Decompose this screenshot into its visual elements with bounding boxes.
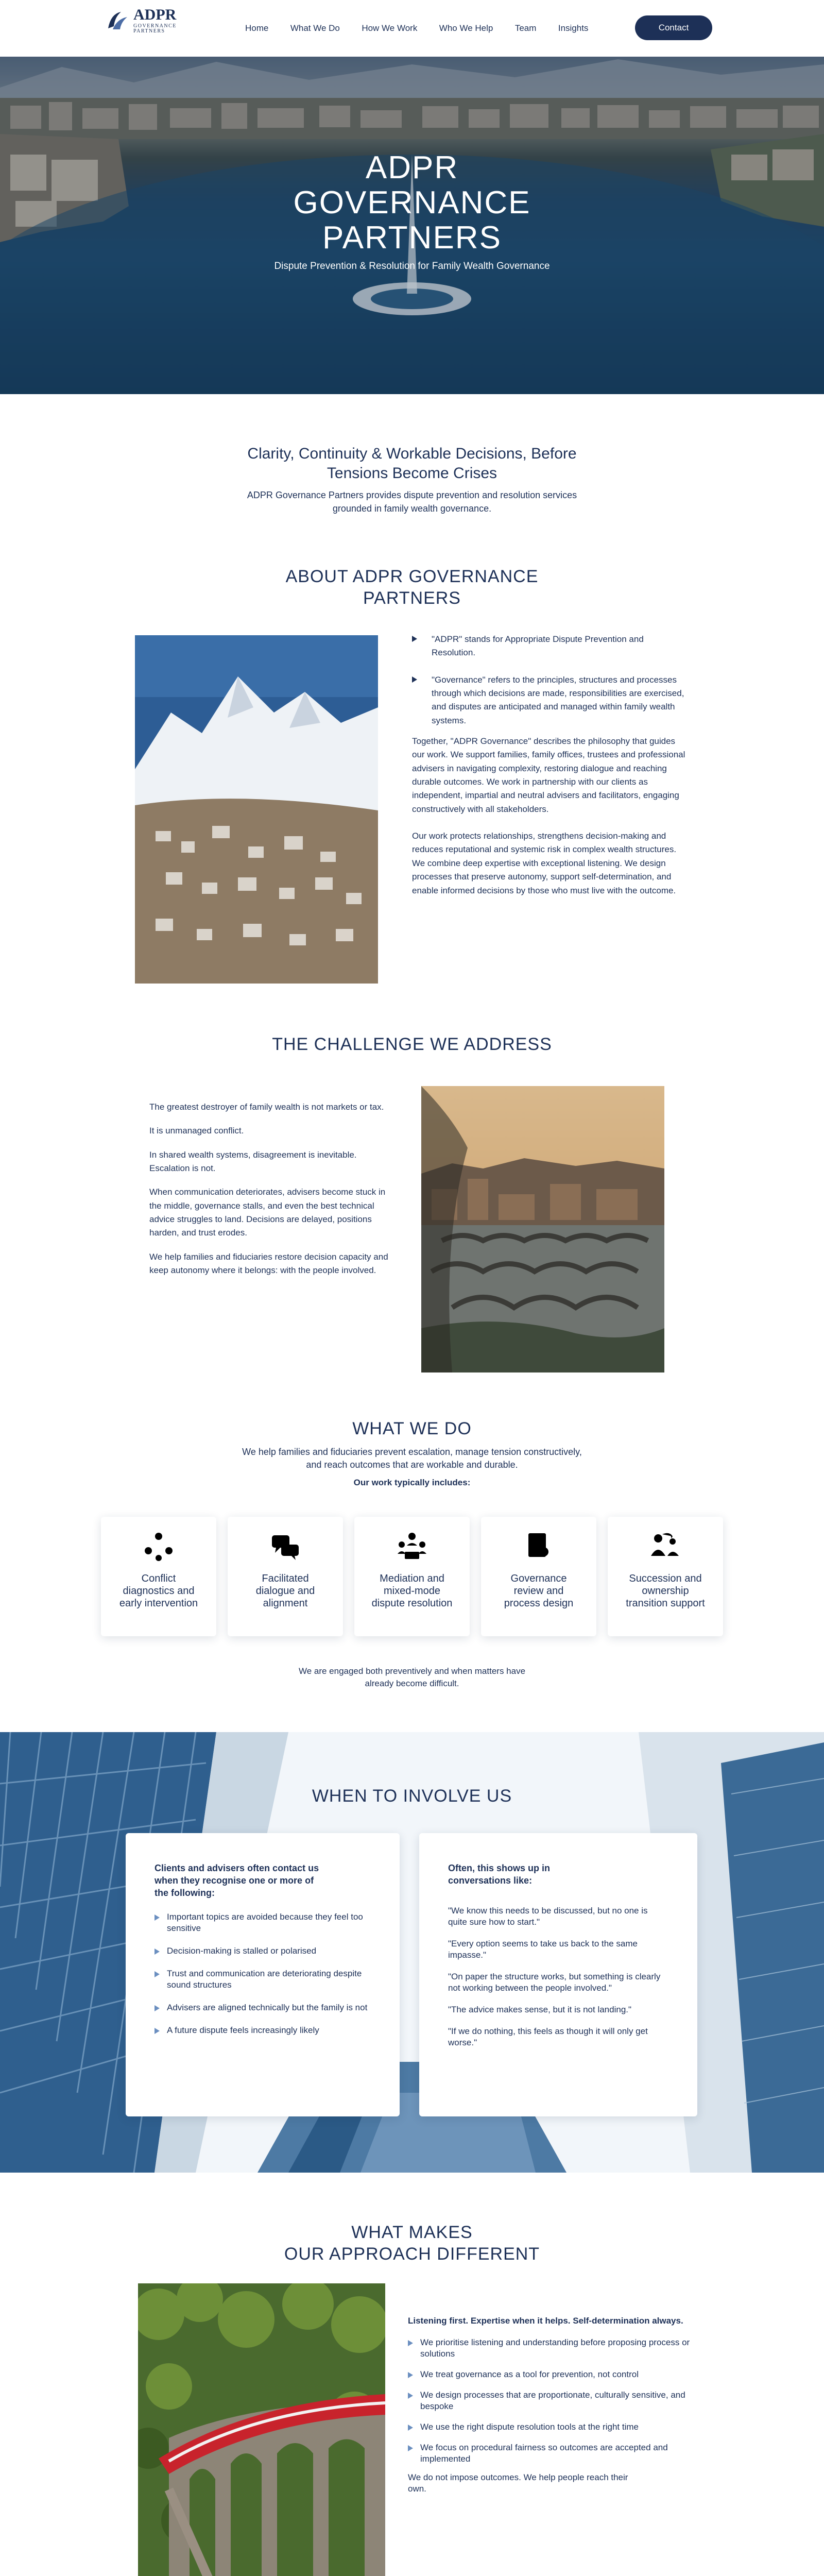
- about-bullet-2-text: "Governance" refers to the principles, structures and processes through which decisions are made, responsibilities are exercised, and disputes are anticipated and managed within family wealth systems.: [432, 674, 684, 725]
- about-paragraph-1: Together, "ADPR Governance" describes the philosophy that guides our work. We support families, family offices, trustees and professional advisers in navigating complexity, restoring dialogue and reaching durable outcomes. We work in partnership with our clients as independent, impartial and neutral advisers and facilitators, engaging constructively with all stakeholders.: [412, 736, 685, 814]
- service-card-succession[interactable]: [608, 1517, 723, 1636]
- service-card-title-line: early intervention: [119, 1598, 198, 1609]
- approach-item: [408, 2421, 696, 2433]
- main-nav: [245, 23, 608, 33]
- when-sign-text: Advisers are aligned technically but the family is not: [167, 2003, 368, 2012]
- triangle-bullet-icon: [412, 676, 417, 683]
- triangle-bullet-icon: [412, 636, 417, 642]
- when-quotes-title: [448, 1862, 675, 1887]
- about-heading: [0, 566, 824, 609]
- when-heading: WHEN TO INVOLVE US: [312, 1786, 512, 1806]
- service-card-title-line: Facilitated: [262, 1573, 309, 1584]
- approach-item: [408, 2389, 696, 2412]
- approach-viaduct-train-image: [138, 2283, 385, 2576]
- triangle-bullet-icon: [154, 1914, 160, 1921]
- when-sign-text: A future dispute feels increasingly likely: [167, 2025, 319, 2035]
- approach-lead: Listening first. Expertise when it helps. Self-determination always.: [408, 2316, 683, 2326]
- what-we-do-outro-line-2: already become difficult.: [365, 1679, 459, 1688]
- challenge-paragraph-4: When communication deteriorates, advisers become stuck in the middle, governance stalls, and even the best technical advice struggles to land. Decisions are delayed, positions harden, and trust erodes.: [149, 1187, 386, 1238]
- service-card-title: [354, 1572, 470, 1609]
- hero-title-line-3: PARTNERS: [322, 220, 502, 256]
- when-signs-card: [126, 1833, 400, 2116]
- approach-heading-line-2: OUR APPROACH DIFFERENT: [284, 2244, 540, 2264]
- triangle-bullet-icon: [154, 1971, 160, 1977]
- when-sign-item: [154, 1911, 371, 1934]
- approach-item-text: We prioritise listening and understanding before proposing process or solutions: [420, 2337, 690, 2359]
- approach-item-text: We treat governance as a tool for prevention, not control: [420, 2369, 639, 2379]
- people-network-icon: [142, 1530, 175, 1563]
- nav-how-we-work[interactable]: How We Work: [362, 23, 418, 33]
- what-we-do-intro-line-2: and reach outcomes that are workable and durable.: [306, 1460, 518, 1470]
- service-card-title-line: dialogue and: [255, 1585, 315, 1597]
- what-we-do-intro: [0, 1446, 824, 1488]
- when-quote: "Every option seems to take us back to the same impasse.": [448, 1939, 638, 1960]
- succession-people-icon: [649, 1530, 682, 1563]
- when-quote: "We know this needs to be discussed, but no one is quite sure how to start.": [448, 1906, 648, 1927]
- nav-insights[interactable]: Insights: [558, 23, 589, 33]
- about-heading-line-1: ABOUT ADPR GOVERNANCE: [285, 567, 539, 586]
- what-we-do-outro-line-1: We are engaged both preventively and when matters have: [298, 1666, 526, 1676]
- challenge-paragraph-2: It is unmanaged conflict.: [149, 1126, 244, 1136]
- about-bullet-1: [412, 633, 688, 660]
- about-paragraph-2: Our work protects relationships, strengthens decision-making and reduces reputational and systemic risk in complex wealth structures. We combine deep expertise with exceptional listening. We design processes that preserve autonomy, support self-determination, and enable informed decisions by those who must live with the outcome.: [412, 831, 677, 895]
- when-signs-title-line: the following:: [154, 1888, 215, 1898]
- logo-subtext-2: PARTNERS: [133, 28, 165, 34]
- logo-subtext-1: GOVERNANCE: [133, 23, 177, 29]
- nav-what-we-do[interactable]: What We Do: [290, 23, 340, 33]
- service-card-title-line: ownership: [642, 1585, 689, 1597]
- when-quotes-list: [448, 1905, 664, 2059]
- nav-who-we-help[interactable]: Who We Help: [439, 23, 493, 33]
- service-card-title-line: process design: [504, 1598, 574, 1609]
- triangle-bullet-icon: [154, 2028, 160, 2034]
- when-quote: "If we do nothing, this feels as though it will only get worse.": [448, 2026, 648, 2047]
- service-card-mediation[interactable]: [354, 1517, 470, 1636]
- site-header: [0, 0, 824, 57]
- service-card-facilitated-dialogue[interactable]: [228, 1517, 343, 1636]
- hero-section: [0, 57, 824, 394]
- when-sign-text: Important topics are avoided because they feel too sensitive: [167, 1912, 363, 1933]
- service-card-title-line: Mediation and: [380, 1573, 444, 1584]
- about-bullet-2: [412, 673, 688, 727]
- service-card-title-line: transition support: [626, 1598, 705, 1609]
- approach-item-text: We focus on procedural fairness so outcomes are accepted and implemented: [420, 2443, 668, 2464]
- approach-closing: We do not impose outcomes. We help people reach their own.: [408, 2472, 628, 2494]
- approach-item: [408, 2442, 696, 2465]
- triangle-bullet-icon: [408, 2340, 413, 2346]
- logo-text: ADPR: [133, 6, 177, 23]
- service-card-title: [608, 1572, 723, 1609]
- when-quotes-title-line: conversations like:: [448, 1875, 533, 1886]
- triangle-bullet-icon: [154, 2005, 160, 2011]
- when-signs-title-line: when they recognise one or more of: [154, 1875, 314, 1886]
- chat-bubbles-icon: [269, 1530, 302, 1563]
- approach-item: [408, 2369, 696, 2380]
- triangle-bullet-icon: [408, 2393, 413, 2399]
- hero-subtitle: Dispute Prevention & Resolution for Family Wealth Governance: [274, 261, 550, 272]
- intro-heading-line-2: Tensions Become Crises: [327, 465, 497, 482]
- approach-text: [408, 2315, 696, 2495]
- triangle-bullet-icon: [408, 2372, 413, 2378]
- when-quote: "On paper the structure works, but something is clearly not working between the people involved.": [448, 1972, 661, 1993]
- service-card-conflict-diagnostics[interactable]: [101, 1517, 216, 1636]
- triangle-bullet-icon: [154, 1948, 160, 1955]
- approach-heading-line-1: WHAT MAKES: [351, 2223, 473, 2242]
- service-card-title-line: diagnostics and: [123, 1585, 195, 1597]
- service-card-title: [228, 1572, 343, 1609]
- intro-text-line-2: grounded in family wealth governance.: [332, 503, 492, 514]
- nav-home[interactable]: Home: [245, 23, 269, 33]
- challenge-paragraph-5: We help families and fiduciaries restore decision capacity and keep autonomy where it belongs: with the people involved.: [149, 1251, 388, 1276]
- about-bullet-1-text: "ADPR" stands for Appropriate Dispute Prevention and Resolution.: [432, 634, 644, 658]
- approach-heading: [0, 2222, 824, 2265]
- when-quotes-card: [419, 1833, 697, 2116]
- hero-title-line-1: ADPR: [365, 150, 459, 185]
- approach-item: [408, 2337, 696, 2360]
- challenge-bridges-image: [421, 1086, 664, 1372]
- challenge-paragraph-1: The greatest destroyer of family wealth is not markets or tax.: [149, 1102, 384, 1112]
- site-logo[interactable]: [106, 7, 177, 34]
- contact-button[interactable]: Contact: [635, 15, 712, 40]
- what-we-do-typically-label: Our work typically includes:: [353, 1478, 471, 1487]
- what-we-do-outro: [0, 1665, 824, 1690]
- challenge-text: [149, 1100, 397, 1277]
- service-card-title-line: review and: [513, 1585, 564, 1597]
- challenge-heading: THE CHALLENGE WE ADDRESS: [272, 1035, 552, 1054]
- document-review-icon: [522, 1530, 555, 1563]
- approach-item-text: We use the right dispute resolution tools at the right time: [420, 2422, 639, 2432]
- hero-title-line-2: GOVERNANCE: [293, 185, 531, 221]
- triangle-bullet-icon: [408, 2425, 413, 2431]
- when-signs-title: [154, 1862, 381, 1899]
- when-sign-item: [154, 2025, 371, 2036]
- triangle-bullet-icon: [408, 2445, 413, 2451]
- service-card-title-line: Governance: [510, 1573, 567, 1584]
- service-card-title-line: mixed-mode: [383, 1585, 441, 1597]
- when-quote: "The advice makes sense, but it is not landing.": [448, 2005, 632, 2014]
- what-we-do-intro-line-1: We help families and fiduciaries prevent escalation, manage tension constructively,: [242, 1447, 582, 1457]
- when-sign-text: Decision-making is stalled or polarised: [167, 1946, 317, 1956]
- hero-title: [0, 150, 824, 256]
- service-card-governance-review[interactable]: [481, 1517, 596, 1636]
- intro-text-line-1: ADPR Governance Partners provides dispute prevention and resolution services: [247, 490, 577, 500]
- when-signs-title-line: Clients and advisers often contact us: [154, 1863, 319, 1873]
- service-card-title-line: alignment: [263, 1598, 308, 1609]
- approach-item-text: We design processes that are proportionate, culturally sensitive, and bespoke: [420, 2390, 685, 2411]
- challenge-paragraph-3: In shared wealth systems, disagreement is inevitable. Escalation is not.: [149, 1149, 357, 1174]
- service-card-title-line: Conflict: [141, 1573, 176, 1584]
- intro-heading-line-1: Clarity, Continuity & Workable Decisions, Before: [247, 445, 577, 462]
- when-quotes-title-line: Often, this shows up in: [448, 1863, 550, 1873]
- mediation-group-icon: [396, 1530, 428, 1563]
- intro-section: [0, 444, 824, 515]
- service-card-title-line: Succession and: [629, 1573, 702, 1584]
- when-sign-item: [154, 2002, 371, 2013]
- logo-mark-icon: [106, 9, 129, 32]
- nav-team[interactable]: Team: [514, 23, 537, 33]
- about-mountain-village-image: [135, 635, 378, 984]
- about-heading-line-2: PARTNERS: [363, 588, 461, 608]
- what-we-do-heading: WHAT WE DO: [352, 1419, 472, 1438]
- when-sign-item: [154, 1968, 371, 1991]
- approach-list: [408, 2337, 696, 2465]
- service-card-title-line: dispute resolution: [371, 1598, 453, 1609]
- service-card-title: [101, 1572, 216, 1609]
- when-sign-text: Trust and communication are deteriorating despite sound structures: [167, 1969, 362, 1990]
- when-signs-list: [154, 1911, 371, 2047]
- service-card-title: [481, 1572, 596, 1609]
- about-text: [412, 633, 688, 897]
- when-sign-item: [154, 1945, 371, 1957]
